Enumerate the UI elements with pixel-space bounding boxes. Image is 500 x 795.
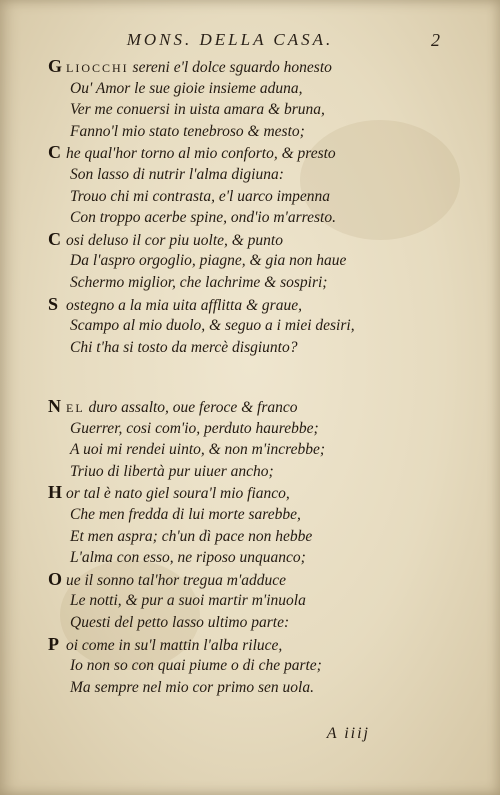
verse-line [48, 655, 428, 677]
verse-line [48, 482, 428, 504]
small-caps-word: LIOCCHI [66, 61, 129, 75]
verse-line [48, 186, 428, 208]
verse-line [48, 677, 428, 699]
verse-text: he qual'hor torno al mio conforto, & presto [66, 145, 336, 163]
verse-line [48, 78, 428, 100]
verse-text: Guerrer, cosi com'io, perduto haurebbe; [70, 419, 319, 437]
verse-text: Ou' Amor le sue gioie insieme aduna, [70, 79, 303, 97]
initial-letter: S [48, 293, 59, 314]
verse-text: Con troppo acerbe spine, ond'io m'arresto. [70, 209, 336, 227]
verse-line [48, 164, 428, 186]
verse-text: ue il sonno tal'hor tregua m'adduce [66, 571, 287, 589]
verse-line [48, 56, 428, 78]
verse-line [48, 590, 428, 612]
verse-text: Trouo chi mi contrasta, e'l uarco impenna [70, 187, 331, 205]
verse-line [48, 526, 428, 548]
small-caps-word: EL [66, 401, 85, 415]
verse-line [48, 439, 428, 461]
verse-text: Schermo miglior, che lachrime & sospiri; [70, 273, 328, 291]
verse-text: Che men fredda di lui morte sarebbe, [70, 505, 301, 523]
verse-line [48, 294, 428, 316]
verse-line [48, 418, 428, 440]
verse-line [48, 612, 428, 634]
verse-line [48, 569, 428, 591]
initial-letter: P [48, 633, 59, 654]
verse-line [48, 207, 428, 229]
initial-letter: N [48, 396, 61, 416]
verse-line [48, 121, 428, 143]
verse-line [48, 461, 428, 483]
verse-text: osi deluso il cor piu uolte, & punto [66, 231, 283, 249]
initial-letter: O [48, 568, 63, 589]
verse-line [48, 250, 428, 272]
verse-line [48, 142, 428, 164]
verse-text: Ver me conuersi in uista amara & bruna, [70, 101, 325, 119]
verse-text: Le notti, & pur a suoi martir m'inuola [70, 592, 306, 610]
verse-line [48, 634, 428, 656]
verse-text: ostegno a la mia uita afflitta & graue, [66, 296, 302, 314]
verse-text: Da l'aspro orgoglio, piagne, & gia non haue [70, 252, 347, 270]
verse-text: A uoi mi rendei uinto, & non m'increbbe; [70, 441, 326, 459]
initial-letter: C [48, 142, 61, 163]
initial-letter: G [48, 56, 63, 76]
running-head: MONS. DELLA CASA. [126, 30, 334, 49]
verse-text: Scampo al mio duolo, & seguo a i miei desiri, [70, 317, 355, 335]
initial-letter: H [48, 482, 63, 503]
verse-text: sereni e'l dolce sguardo honesto [128, 59, 332, 76]
sonnet-1 [48, 56, 428, 358]
verse-line [48, 272, 428, 294]
verse-line [48, 547, 428, 569]
signature-mark: A iiij [326, 725, 370, 742]
verse-line [48, 504, 428, 526]
verse-line [48, 396, 428, 418]
verse-text: Ma sempre nel mio cor primo sen uola. [70, 678, 314, 696]
initial-letter: C [48, 228, 61, 249]
sonnet-2 [48, 396, 428, 698]
verse-line [48, 315, 428, 337]
verse-text: Fanno'l mio stato tenebroso & mesto; [70, 122, 305, 140]
verse-line [48, 99, 428, 121]
verse-text: L'alma con esso, ne riposo unquanco; [70, 549, 306, 567]
verse-text: Chi t'ha si tosto da mercè disgiunto? [70, 338, 298, 356]
verse-text: oi come in su'l mattin l'alba riluce, [66, 636, 283, 654]
verse-text: Son lasso di nutrir l'alma digiuna: [70, 165, 284, 183]
page-number: 2 [431, 30, 440, 50]
verse-line [48, 229, 428, 251]
verse-line [48, 337, 428, 359]
verse-text: Io non so con quai piume o di che parte; [70, 657, 322, 675]
verse-text: Questi del petto lasso ultimo parte: [70, 613, 290, 631]
verse-text: Triuo di libertà pur uiuer ancho; [70, 462, 274, 480]
verse-text: or tal è nato giel soura'l mio fianco, [66, 485, 290, 503]
verse-text: Et men aspra; ch'un dì pace non hebbe [70, 527, 313, 545]
verse-text: duro assalto, oue feroce & franco [84, 399, 298, 416]
